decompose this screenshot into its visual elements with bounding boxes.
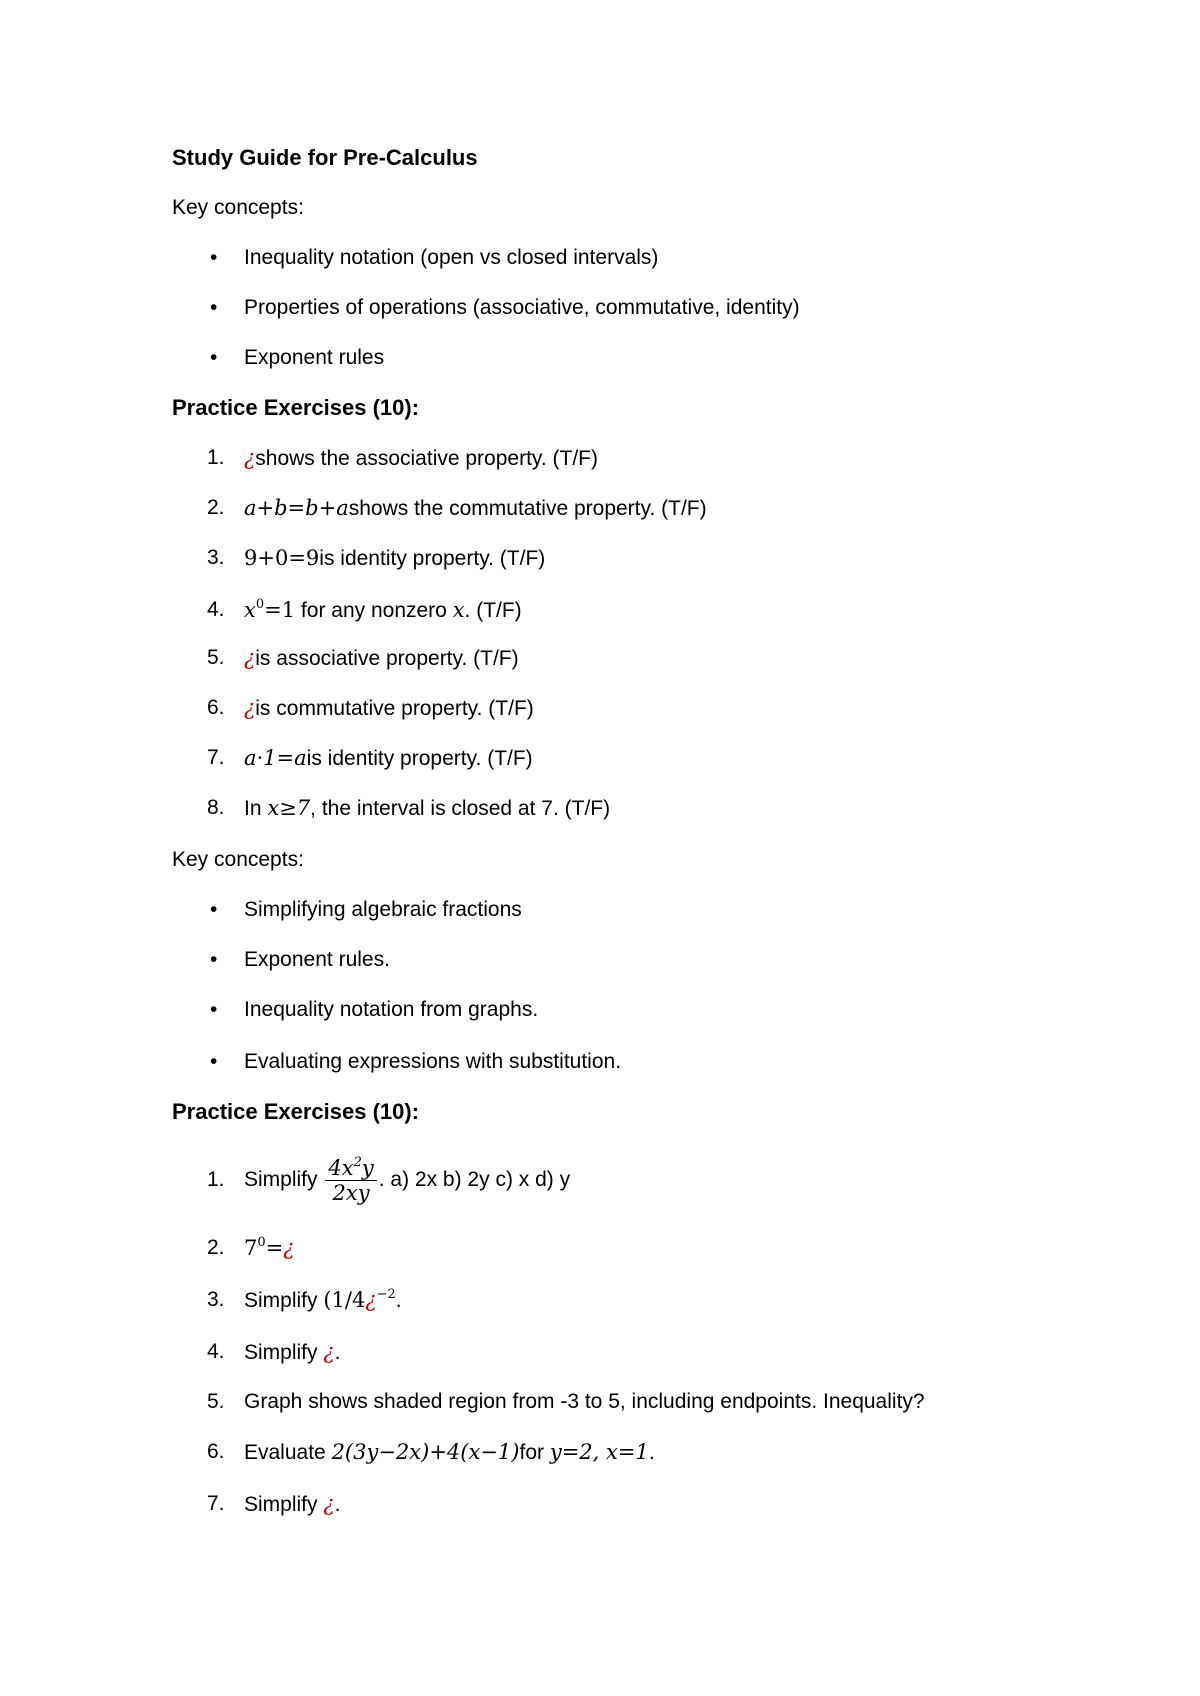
exercise-item bbox=[244, 743, 533, 774]
math-placeholder: ¿ bbox=[365, 1288, 377, 1312]
math-placeholder: ¿ bbox=[323, 1340, 335, 1364]
exercise-item bbox=[244, 1285, 402, 1316]
math-base: 7 bbox=[244, 1236, 258, 1260]
exercise-number: 1. bbox=[207, 446, 225, 469]
bullet-icon: • bbox=[210, 1050, 218, 1073]
bullet-icon: • bbox=[210, 898, 218, 921]
math-expression: 2(3y−2x)+4(x−1) bbox=[331, 1440, 520, 1464]
exercise-item bbox=[244, 443, 598, 474]
math-expression: =1 bbox=[264, 598, 296, 622]
exercise-text: . bbox=[395, 1289, 402, 1312]
exercise-number: 3. bbox=[207, 1288, 225, 1311]
math-expression: a+b=b+a bbox=[244, 496, 349, 520]
math-base: x bbox=[244, 598, 256, 622]
concept-item: Exponent rules. bbox=[244, 948, 390, 971]
math-exponent: −2 bbox=[376, 1287, 396, 1302]
practice-exercises-heading: Practice Exercises (10): bbox=[172, 395, 420, 420]
math-placeholder: ¿ bbox=[323, 1492, 335, 1516]
exercise-text: Graph shows shaded region from -3 to 5, including endpoints. Inequality? bbox=[244, 1390, 925, 1413]
exercise-number: 4. bbox=[207, 1340, 225, 1363]
exercise-number: 8. bbox=[207, 796, 225, 819]
exercise-number: 6. bbox=[207, 1440, 225, 1463]
math-placeholder: ¿ bbox=[244, 646, 256, 670]
math-exponent: 0 bbox=[257, 1235, 266, 1250]
exercise-text: Evaluate bbox=[244, 1441, 332, 1464]
exercise-item bbox=[244, 595, 522, 626]
math-expression: a·1=a bbox=[244, 746, 307, 770]
concept-item: Simplifying algebraic fractions bbox=[244, 898, 522, 921]
exercise-text: shows the associative property. (T/F) bbox=[255, 447, 598, 470]
concept-item: Exponent rules bbox=[244, 346, 385, 369]
exercise-text: In bbox=[244, 797, 268, 820]
math-expression: x≥7 bbox=[267, 796, 311, 820]
practice-exercises-heading: Practice Exercises (10): bbox=[172, 1099, 420, 1124]
exercise-text: is commutative property. (T/F) bbox=[255, 697, 534, 720]
exercise-number: 1. bbox=[207, 1168, 225, 1191]
exercise-text: , the interval is closed at 7. (T/F) bbox=[310, 797, 611, 820]
exercise-number: 6. bbox=[207, 696, 225, 719]
concept-item: Evaluating expressions with substitution. bbox=[244, 1050, 622, 1073]
math-expression: y=2, x=1 bbox=[549, 1440, 649, 1464]
key-concepts-heading: Key concepts: bbox=[172, 196, 304, 219]
exercise-item bbox=[244, 543, 545, 574]
exercise-text: for any nonzero bbox=[295, 599, 453, 622]
bullet-icon: • bbox=[210, 998, 218, 1021]
exercise-text: . bbox=[334, 1493, 341, 1516]
exercise-item bbox=[244, 493, 707, 524]
exercise-item bbox=[244, 793, 610, 824]
math-variable: x bbox=[452, 598, 465, 622]
exercise-text: . bbox=[648, 1441, 655, 1464]
exercise-item bbox=[244, 1387, 925, 1417]
exercise-text: for bbox=[519, 1441, 550, 1464]
bullet-icon: • bbox=[210, 246, 218, 269]
exercise-text: Simplify bbox=[244, 1493, 324, 1516]
exercise-item bbox=[244, 1437, 655, 1468]
concept-item: Inequality notation (open vs closed intervals) bbox=[244, 246, 659, 269]
bullet-icon: • bbox=[210, 346, 218, 369]
fraction-numerator: $4x^2y$ bbox=[325, 1156, 376, 1181]
exercise-number: 3. bbox=[207, 546, 225, 569]
exercise-text: is identity property. (T/F) bbox=[319, 547, 546, 570]
math-expression: (1/4 bbox=[323, 1288, 366, 1312]
exercise-text: . a) 2x b) 2y c) x d) y bbox=[378, 1168, 571, 1191]
exercise-number: 7. bbox=[207, 1492, 225, 1515]
exercise-number: 5. bbox=[207, 1390, 225, 1413]
math-placeholder: ¿ bbox=[244, 696, 256, 720]
exercise-number: 2. bbox=[207, 1236, 225, 1259]
exercise-number: 5. bbox=[207, 646, 225, 669]
math-placeholder: ¿ bbox=[244, 446, 256, 470]
exercise-item bbox=[244, 693, 534, 724]
document-title: Study Guide for Pre-Calculus bbox=[172, 145, 478, 170]
exercise-item bbox=[244, 643, 519, 674]
exercise-text: Simplify bbox=[244, 1341, 324, 1364]
bullet-icon: • bbox=[210, 296, 218, 319]
exercise-text: is associative property. (T/F) bbox=[255, 647, 519, 670]
exercise-number: 4. bbox=[207, 598, 225, 621]
concept-item: Properties of operations (associative, commutative, identity) bbox=[244, 296, 800, 319]
concept-item: Inequality notation from graphs. bbox=[244, 998, 539, 1021]
exercise-number: 2. bbox=[207, 496, 225, 519]
math-expression: = bbox=[265, 1236, 284, 1260]
exercise-item bbox=[244, 1337, 340, 1368]
math-expression: 9+0=9 bbox=[244, 546, 320, 570]
key-concepts-heading: Key concepts: bbox=[172, 848, 304, 871]
exercise-text: Simplify bbox=[244, 1289, 324, 1312]
fraction-denominator: 2xy bbox=[332, 1180, 370, 1205]
exercise-text: shows the commutative property. (T/F) bbox=[348, 497, 707, 520]
math-exponent: 0 bbox=[255, 597, 265, 612]
exercise-text: is identity property. (T/F) bbox=[306, 747, 533, 770]
exercise-text: . (T/F) bbox=[464, 599, 522, 622]
exercise-item bbox=[244, 1233, 295, 1264]
math-placeholder: ¿ bbox=[283, 1236, 295, 1260]
exercise-text: . bbox=[334, 1341, 341, 1364]
exercise-item bbox=[244, 1489, 340, 1520]
bullet-icon: • bbox=[210, 948, 218, 971]
exercise-number: 7. bbox=[207, 746, 225, 769]
exercise-item bbox=[244, 1140, 570, 1220]
exercise-text: Simplify bbox=[244, 1168, 324, 1191]
fraction bbox=[325, 1156, 376, 1205]
